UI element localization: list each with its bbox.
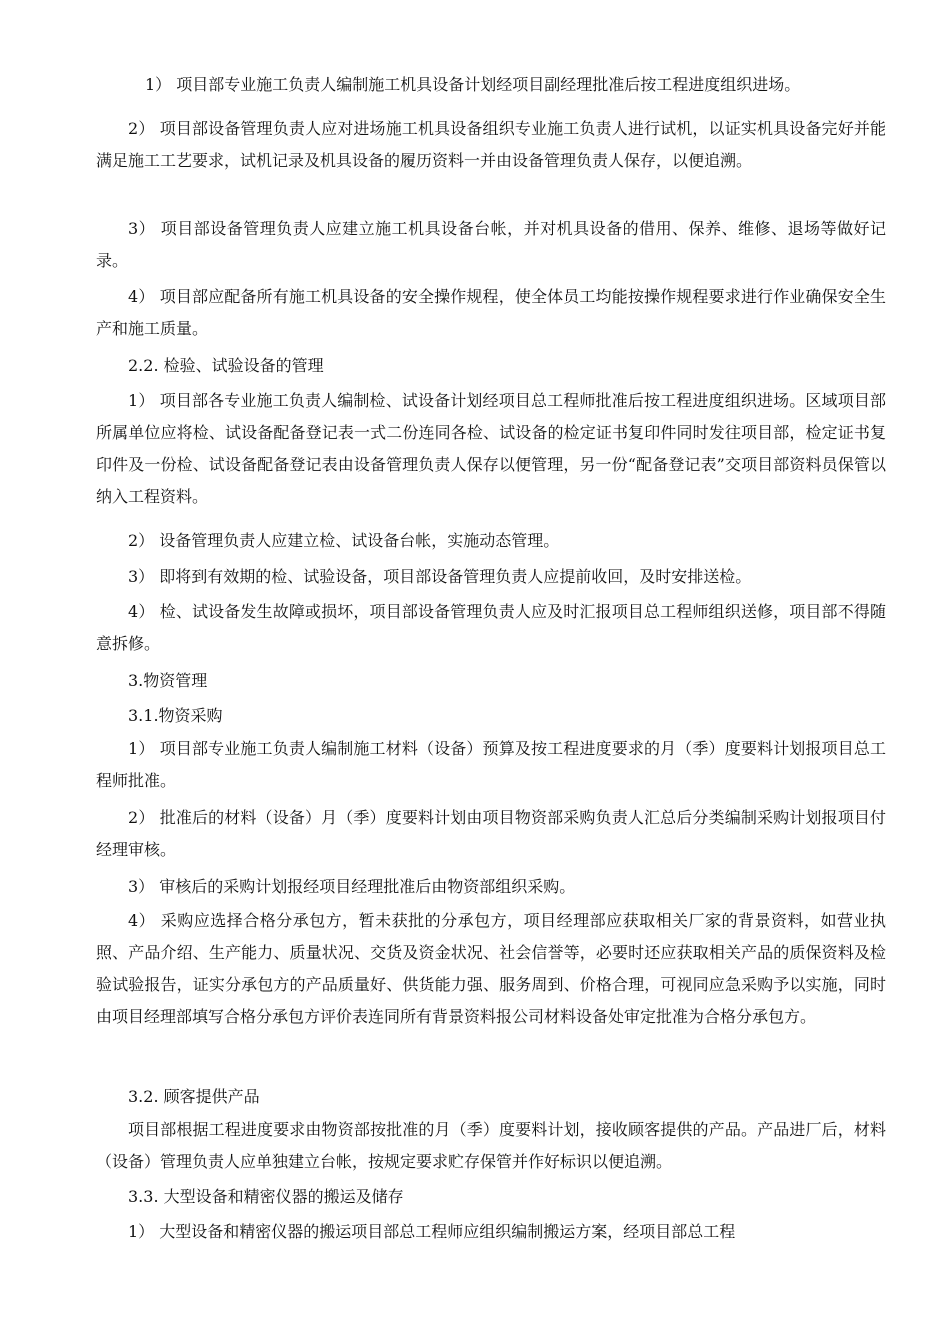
paragraph: 1） 项目部各专业施工负责人编制检、试设备计划经项目总工程师批准后按工程进度组织进场。区域项目部所属单位应将检、试设备配备登记表一式二份连同各检、试设备的检定证书复印件同时发往项目部，检定证书复印件及一份检、试设备配备登记表由设备管理负责人保存以便管理，另一份“配备登记表”交项目部资料员保管以纳入工程资料。: [96, 391, 886, 506]
paragraph: 3） 审核后的采购计划报经项目经理批准后由物资部组织采购。: [128, 877, 576, 896]
section-heading: 3.2. 顾客提供产品: [128, 1087, 260, 1106]
paragraph: 3） 项目部设备管理负责人应建立施工机具设备台帐，并对机具设备的借用、保养、维修、退场等做好记录。: [96, 219, 886, 270]
section-heading: 3.3. 大型设备和精密仪器的搬运及储存: [128, 1187, 404, 1206]
paragraph: 1） 大型设备和精密仪器的搬运项目部总工程师应组织编制搬运方案，经项目部总工程: [128, 1222, 736, 1241]
paragraph: 2） 设备管理负责人应建立检、试设备台帐，实施动态管理。: [128, 531, 560, 550]
paragraph: 2） 批准后的材料（设备）月（季）度要料计划由项目物资部采购负责人汇总后分类编制采购计划报项目付经理审核。: [96, 808, 886, 859]
paragraph: 4） 项目部应配备所有施工机具设备的安全操作规程，使全体员工均能按操作规程要求进行作业确保安全生产和施工质量。: [96, 287, 886, 338]
section-heading: 3.1.物资采购: [128, 706, 223, 725]
section-heading: 3.物资管理: [128, 671, 208, 690]
paragraph: 4） 检、试设备发生故障或损坏，项目部设备管理负责人应及时汇报项目总工程师组织送修，项目部不得随意拆修。: [96, 602, 886, 653]
paragraph: 3） 即将到有效期的检、试验设备，项目部设备管理负责人应提前收回，及时安排送检。: [128, 567, 752, 586]
paragraph: 1） 项目部专业施工负责人编制施工机具设备计划经项目副经理批准后按工程进度组织进场。: [145, 75, 801, 94]
paragraph: 4） 采购应选择合格分承包方，暂未获批的分承包方，项目经理部应获取相关厂家的背景资料，如营业执照、产品介绍、生产能力、质量状况、交货及资金状况、社会信誉等，必要时还应获取相关产品的质保资料及检验试验报告，证实分承包方的产品质量好、供货能力强、服务周到、价格合理，可视同应急采购予以实施，同时由项目经理部填写合格分承包方评价表连同所有背景资料报公司材料设备处审定批准为合格分承包方。: [96, 911, 886, 1026]
section-heading: 2.2. 检验、试验设备的管理: [128, 356, 324, 375]
paragraph: 2） 项目部设备管理负责人应对进场施工机具设备组织专业施工负责人进行试机，以证实机具设备完好并能满足施工工艺要求，试机记录及机具设备的履历资料一并由设备管理负责人保存，以便追溯。: [96, 119, 886, 170]
paragraph: 1） 项目部专业施工负责人编制施工材料（设备）预算及按工程进度要求的月（季）度要料计划报项目总工程师批准。: [96, 739, 886, 790]
paragraph: 项目部根据工程进度要求由物资部按批准的月（季）度要料计划，接收顾客提供的产品。产品进厂后，材料（设备）管理负责人应单独建立台帐，按规定要求贮存保管并作好标识以便追溯。: [96, 1120, 886, 1171]
